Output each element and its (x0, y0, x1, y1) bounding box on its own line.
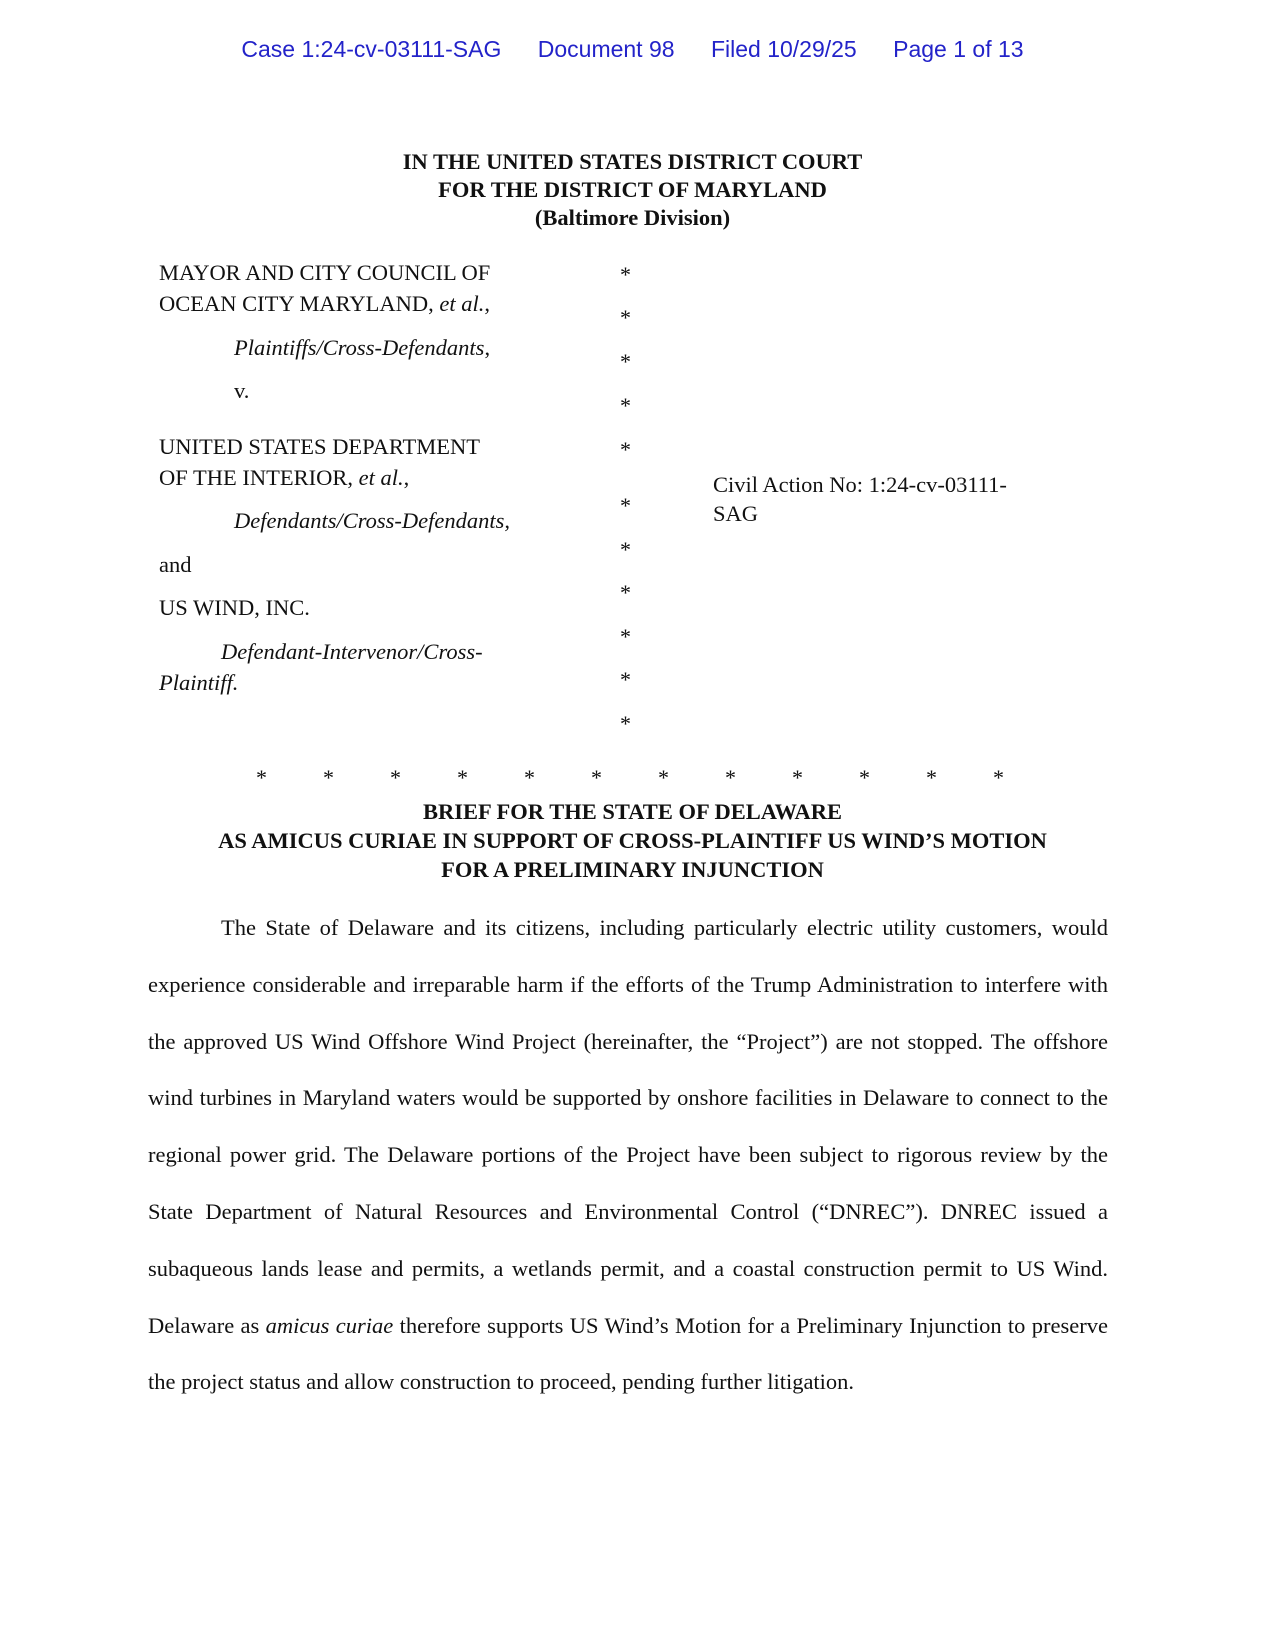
divider-star: * (792, 765, 803, 790)
plaintiff-name-line-1: MAYOR AND CITY COUNCIL OF (159, 260, 491, 285)
ecf-case-number: Case 1:24-cv-03111-SAG (241, 36, 502, 62)
caption-star: * (620, 437, 631, 462)
caption-star: * (620, 493, 631, 518)
divider-star: * (323, 765, 334, 790)
divider-star: * (725, 765, 736, 790)
intervenor-name: US WIND, INC. (159, 595, 310, 620)
plaintiff-et-al: et al. (439, 291, 485, 316)
divider-star: * (524, 765, 535, 790)
and-conjunction: and (159, 552, 192, 577)
body-paragraph: The State of Delaware and its citizens, including particularly electric utility customers, would experience considerable and irreparable harm if the efforts of the Trump Administration to interfere with the approved US Wind Offshore Wind Project (hereinafter, the “Project”) are not stopped. The offshore wind turbines in Maryland waters would be supported by onshore facilities in Delaware to connect to the regional power grid. The Delaware portions of the Project have been subject to rigorous review by the State Department of Natural Resources and Environmental Control (“DNREC”). DNREC issued a subaqueous lands lease and permits, a wetlands permit, and a coastal construction permit to US Wind. Delaware as amicus curiae therefore supports US Wind’s Motion for a Preliminary Injunction to preserve the project status and allow construction to proceed, pending further litigation. (148, 915, 1108, 1395)
divider-star: * (993, 765, 1004, 790)
caption-star: * (620, 262, 631, 287)
court-title-line-2: FOR THE DISTRICT OF MARYLAND (438, 177, 827, 202)
brief-title (0, 797, 1265, 884)
caption-star: * (620, 580, 631, 605)
divider-star: * (256, 765, 267, 790)
divider-star: * (591, 765, 602, 790)
court-title-line-1: IN THE UNITED STATES DISTRICT COURT (402, 149, 863, 174)
plaintiff-name-line-2: OCEAN CITY MARYLAND, et al., (159, 291, 491, 316)
intervenor-role-line-1: Defendant-Intervenor/Cross- (221, 639, 483, 664)
brief-title-line-2: AS AMICUS CURIAE IN SUPPORT OF CROSS-PLAINTIFF US WIND’S MOTION (218, 828, 1047, 853)
civil-action-line-2: SAG (713, 501, 759, 526)
divider-star: * (658, 765, 669, 790)
court-title (0, 148, 1265, 232)
caption-star: * (620, 667, 631, 692)
ecf-filed-date: Filed 10/29/25 (710, 36, 857, 62)
defendant-et-al: et al. (358, 465, 404, 490)
caption-star: * (620, 711, 631, 736)
caption-star: * (620, 349, 631, 374)
caption-star: * (620, 305, 631, 330)
ecf-header (0, 36, 1265, 63)
divider-star: * (859, 765, 870, 790)
caption-star: * (620, 624, 631, 649)
divider-star: * (926, 765, 937, 790)
civil-action-number (713, 470, 1043, 528)
defendant-role: Defendants/Cross-Defendants, (234, 508, 511, 533)
divider-star: * (457, 765, 468, 790)
body-italic-amicus-curiae: amicus curiae (265, 1312, 394, 1338)
defendant-name-line-1: UNITED STATES DEPARTMENT (159, 434, 481, 459)
intervenor-role-line-2: Plaintiff. (159, 670, 239, 695)
caption-star: * (620, 537, 631, 562)
brief-title-line-3: FOR A PRELIMINARY INJUNCTION (441, 857, 824, 882)
defendant-name-line-2: OF THE INTERIOR, et al., (159, 465, 410, 490)
ecf-document-number: Document 98 (537, 36, 675, 62)
court-division: (Baltimore Division) (534, 205, 731, 230)
plaintiff-role: Plaintiffs/Cross-Defendants, (234, 335, 491, 360)
civil-action-line-1: Civil Action No: 1:24-cv-03111- (713, 472, 1007, 497)
brief-title-line-1: BRIEF FOR THE STATE OF DELAWARE (422, 799, 843, 824)
versus: v. (234, 378, 250, 403)
ecf-page-number: Page 1 of 13 (893, 36, 1024, 62)
divider-star: * (390, 765, 401, 790)
caption-star: * (620, 393, 631, 418)
